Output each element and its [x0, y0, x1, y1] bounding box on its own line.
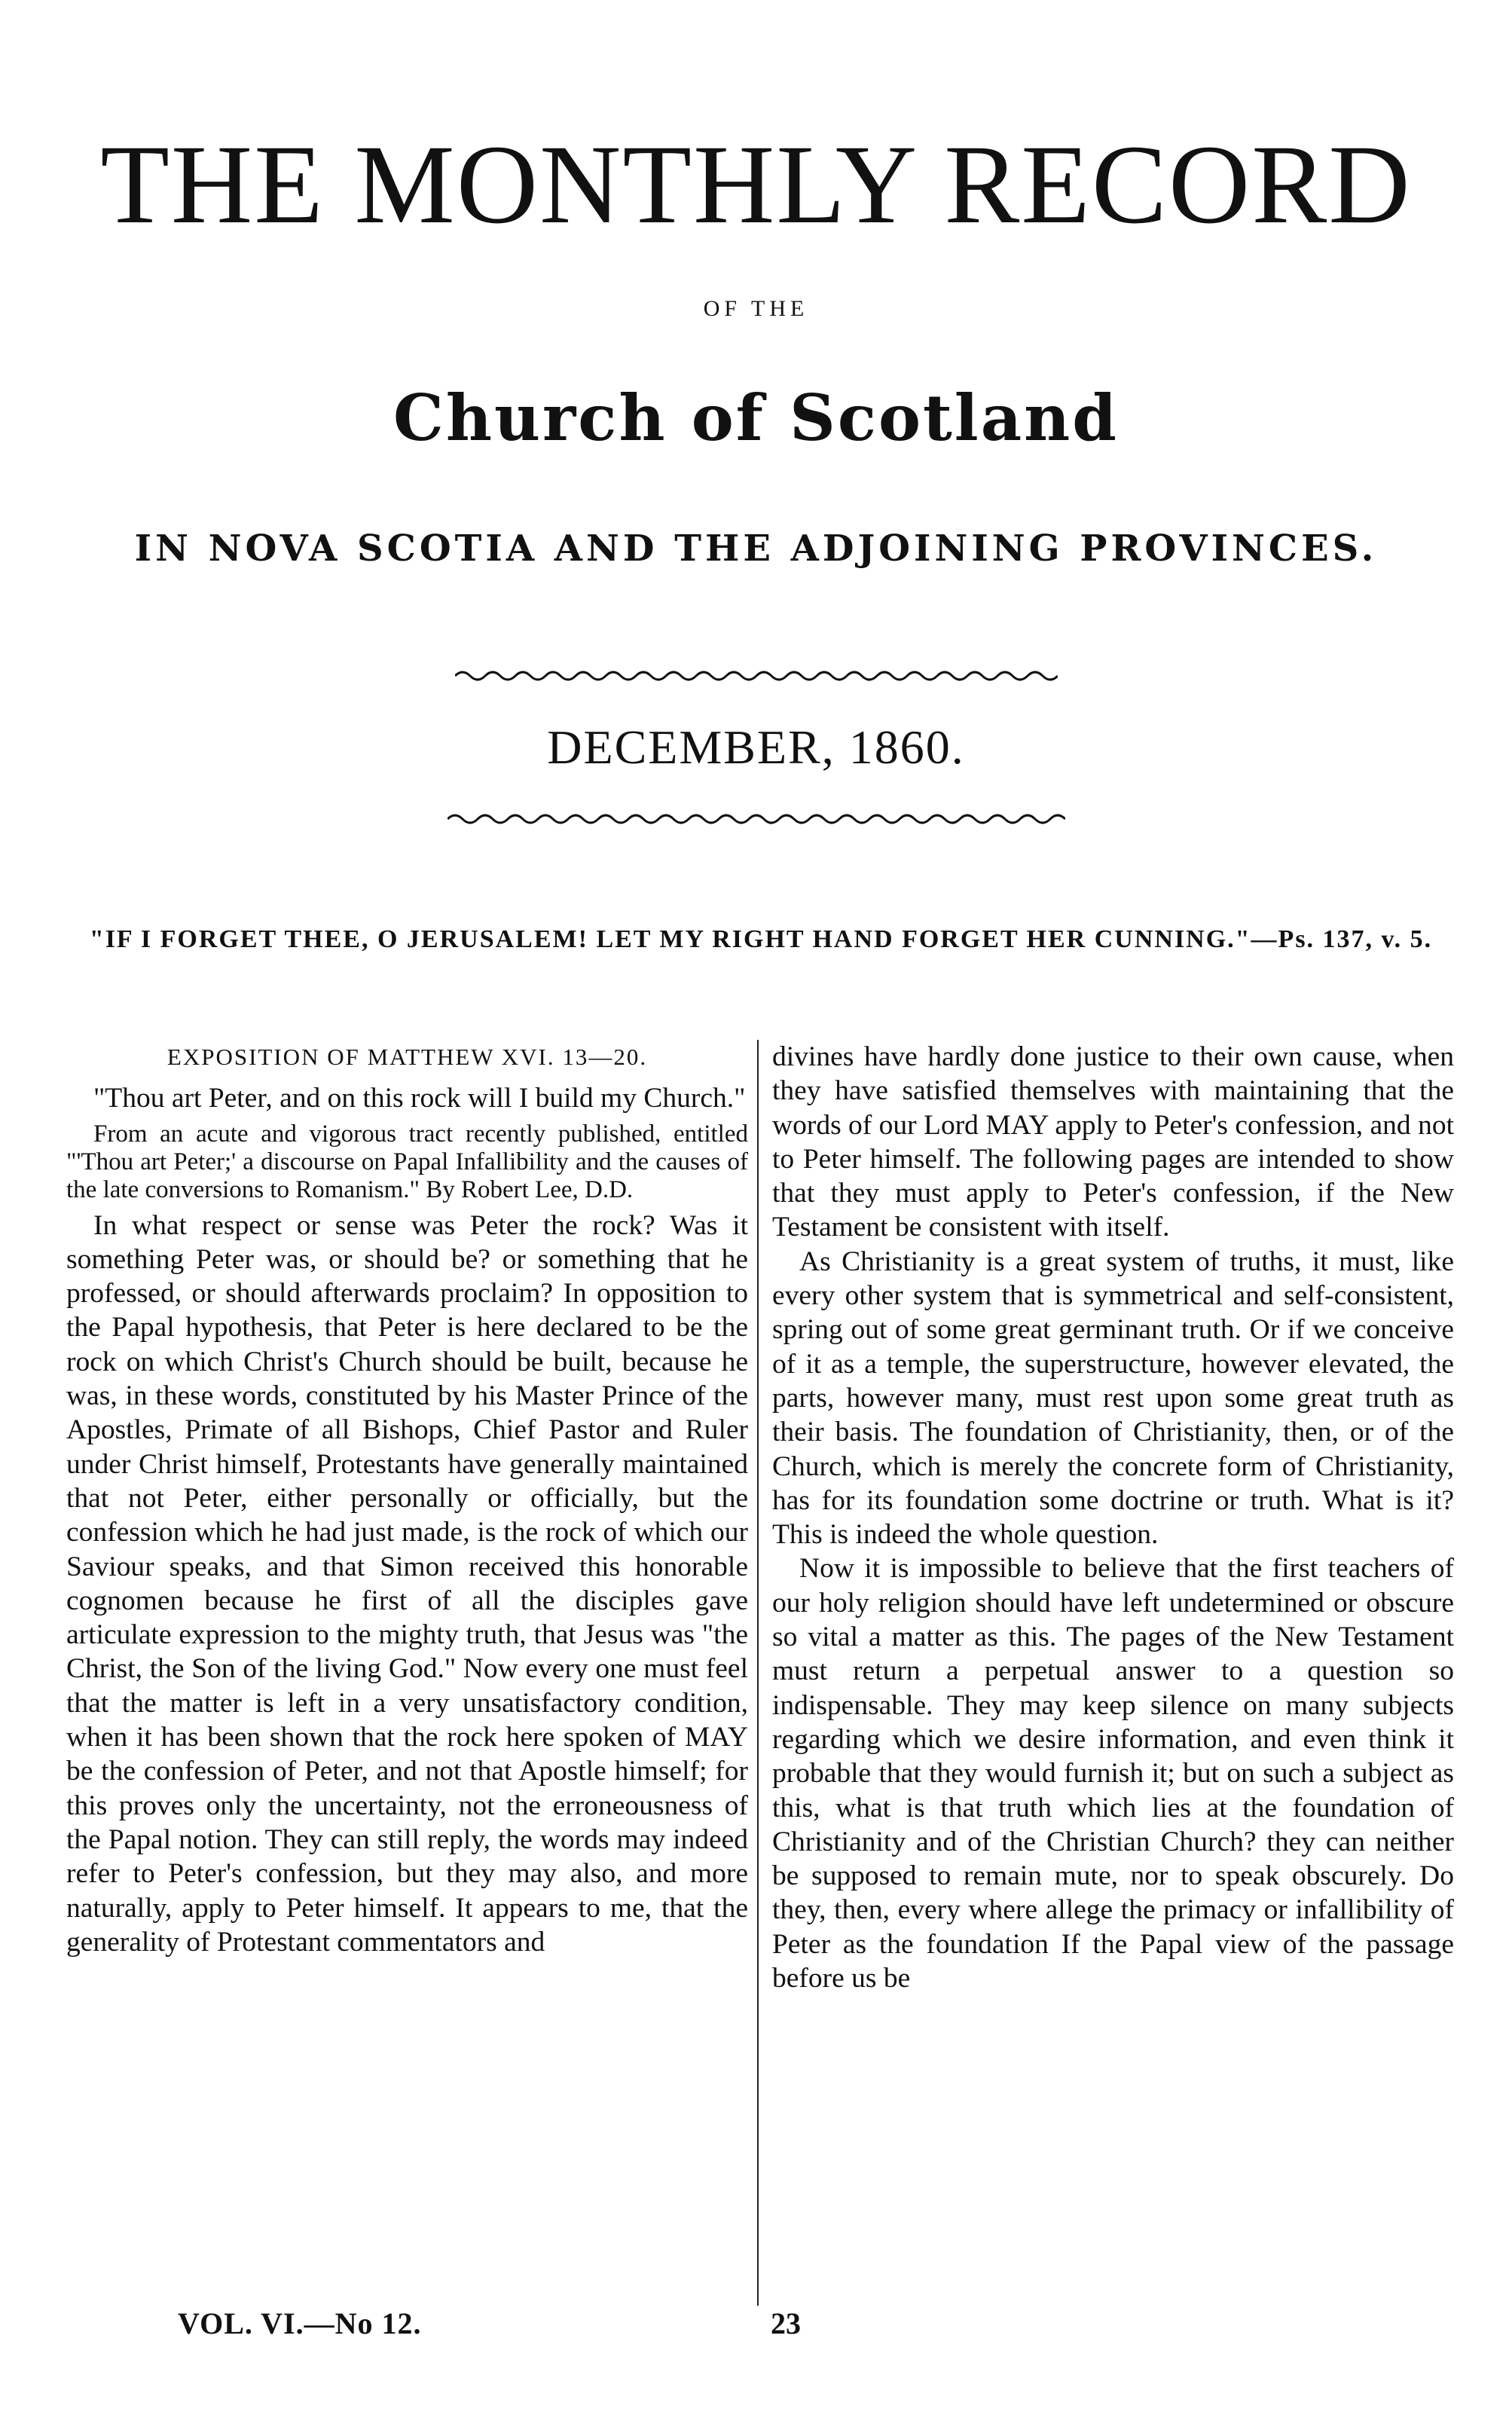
scripture-motto: "IF I FORGET THEE, O JERUSALEM! LET MY RIGHT HAND FORGET HER CUNNING."—Ps. 137, v. 5.	[89, 925, 1433, 953]
article-paragraph: Now it is impossible to believe that the first teachers of our holy religion should have left undetermined or obscure so vital a matter as this. The pages of the New Testament must return a perpetual answer to a question so indispensable. They may keep silence on many subjects regarding which we desire information, and even think it probable that they would furnish it; but on such a subject as this, what is that truth which lies at the foundation of Christianity and of the Christian Church? they can neither be supposed to remain mute, nor to speak obscurely. Do they, then, every where allege the primacy or infallibility of Peter as the foundation If the Papal view of the passage before us be	[772, 1553, 1454, 1995]
masthead-church-name: Church of Scotland	[393, 381, 1119, 455]
printer-signature: 23	[771, 2306, 801, 2340]
masthead-provinces: IN NOVA SCOTIA AND THE ADJOINING PROVINCES.	[134, 527, 1378, 570]
article-paragraph: As Christianity is a great system of truths, it must, like every other system that is symmetrical and self-consistent, spring out of some great germinant truth. Or if we conceive of it as a temple, the superstructure, however elevated, the parts, however many, must rest upon some great truth as their basis. The foundation of Christianity, then, or of the Church, which is merely the concrete form of Christianity, has for its foundation some doctrine or truth. What is it? This is indeed the whole question.	[772, 1246, 1454, 1551]
volume-number: VOL. VI.—No 12.	[178, 2306, 422, 2340]
issue-date: DECEMBER, 1860.	[547, 720, 965, 774]
masthead-title: THE MONTHLY RECORD	[100, 122, 1412, 247]
wavy-rule-top	[0, 667, 1512, 689]
left-column	[66, 1040, 748, 1959]
masthead-of-the: OF THE	[703, 296, 809, 321]
article-source-note: From an acute and vigorous tract recently published, entitled "'Thou art Peter;' a discourse on Papal Infallibility and the causes of the late conversions to Romanism." By Robert Lee, D.D.	[66, 1120, 748, 1203]
article-epigraph: "Thou art Peter, and on this rock will I build my Church."	[93, 1083, 746, 1114]
right-column	[772, 1040, 1454, 1995]
article-heading: EXPOSITION OF MATTHEW XVI. 13—20.	[166, 1044, 648, 1070]
wavy-rule-bottom	[0, 810, 1512, 832]
column-divider	[757, 1040, 759, 2306]
article-paragraph: In what respect or sense was Peter the rock? Was it something Peter was, or should be? or something that he professed, or should afterwards proclaim? In opposition to the Papal hypothesis, that Peter is here declared to be the rock on which Christ's Church should be built, because he was, in these words, constituted by his Master Prince of the Apostles, Primate of all Bishops, Chief Pastor and Ruler under Christ himself, Protestants have generally maintained that not Peter, either personally or officially, but the confession which he had just made, is the rock of which our Saviour speaks, and that Simon received this honorable cognomen because he first of all the disciples gave articulate expression to the mighty truth, that Jesus was "the Christ, the Son of the living God." Now every one must feel that the matter is left in a very unsatisfactory condition, when it has been shown that the rock here spoken of MAY be the confession of Peter, and not that Apostle himself; for this proves only the uncertainty, not the erroneousness of the Papal notion. They can still reply, the words may indeed refer to Peter's confession, but they may also, and more naturally, apply to Peter himself. It appears to me, that the generality of Protestant commentators and	[66, 1209, 748, 1958]
article-paragraph: divines have hardly done justice to their own cause, when they have satisfied themselves with maintaining that the words of our Lord MAY apply to Peter's confession, and not to Peter himself. The following pages are intended to show that they must apply to Peter's confession, if the New Testament be consistent with itself.	[772, 1041, 1454, 1243]
